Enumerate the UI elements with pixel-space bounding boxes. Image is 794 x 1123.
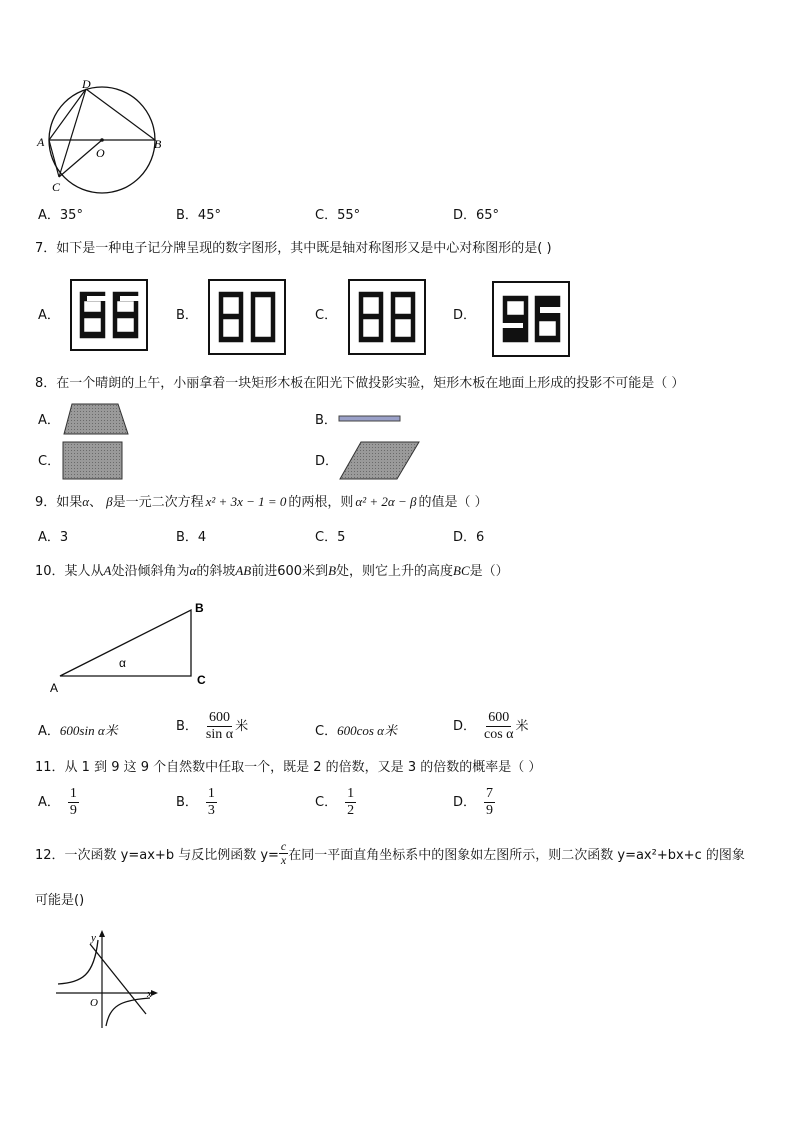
q10-option-d[interactable]: D． $\frac{600}{\text{cos α}}$ 米 xyxy=(453,710,529,742)
digits-88 xyxy=(350,281,424,353)
q11-option-c[interactable]: C． $\frac{1}{2}$ xyxy=(315,786,355,818)
q7-option-c-label[interactable]: C． xyxy=(315,308,338,323)
q10-option-a[interactable]: A．600sin α米 xyxy=(38,723,118,739)
q11-option-a[interactable]: A． $\frac{1}{9}$ xyxy=(38,786,77,818)
q9-stem: 9．如果α、 β是一元二次方程 x² + 3x − 1 = 0 的两根，则 α² + 2α − β 的值是（ ） xyxy=(35,494,488,510)
q9-option-a[interactable]: A．3 xyxy=(38,530,69,545)
label-B: B xyxy=(195,601,204,615)
q12-stem: 12．一次函数 y=ax+b 与反比例函数 y= $\frac{c}{x}$ 在同一平面直角坐标系中的图象如左图所示，则二次函数 y=ax²+bx+c 的图象 xyxy=(35,839,745,867)
digits-66 xyxy=(72,281,146,349)
q7-option-a-card[interactable] xyxy=(70,279,148,351)
q8-option-d-label[interactable]: D． xyxy=(315,454,339,469)
axis-label-x: x xyxy=(147,988,152,1000)
q11-option-b[interactable]: B． $\frac{1}{3}$ xyxy=(176,786,215,818)
q9-option-d[interactable]: D．6 xyxy=(453,530,485,545)
q9-option-c[interactable]: C．5 xyxy=(315,530,346,545)
q6-option-c[interactable]: C．55° xyxy=(315,208,361,223)
label-O: O xyxy=(96,146,105,160)
q7-option-d-label[interactable]: D． xyxy=(453,308,477,323)
digits-96 xyxy=(494,283,568,355)
q11-option-d[interactable]: D． $\frac{7}{9}$ xyxy=(453,786,494,818)
label-C: C xyxy=(197,673,206,687)
label-C: C xyxy=(52,180,61,194)
q8-option-a-trapezoid[interactable] xyxy=(62,402,130,436)
circle-figure xyxy=(36,76,166,196)
axis-label-O: O xyxy=(90,997,98,1009)
q7-option-a-label[interactable]: A． xyxy=(38,308,60,323)
q7-option-c-card[interactable] xyxy=(348,279,426,355)
axis-label-y: y xyxy=(91,932,96,944)
q8-option-c-rectangle[interactable] xyxy=(62,441,124,481)
q8-option-d-parallelogram[interactable] xyxy=(339,441,421,481)
label-A: A xyxy=(37,135,45,149)
q12-stem-line2: 可能是() xyxy=(35,893,85,908)
q11-stem: 11．从 1 到 9 这 9 个自然数中任取一个，既是 2 的倍数，又是 3 的倍数的概率是（ ） xyxy=(35,760,542,775)
label-B: B xyxy=(154,137,162,151)
q7-stem: 7．如下是一种电子记分牌呈现的数字图形，其中既是轴对称图形又是中心对称图形的是( ) xyxy=(35,241,552,256)
digits-80 xyxy=(210,281,284,353)
q7-option-d-card[interactable] xyxy=(492,281,570,357)
q8-option-b-bar[interactable] xyxy=(338,414,402,424)
q10-option-c[interactable]: C．600cos α米 xyxy=(315,723,397,739)
q9-option-b[interactable]: B．4 xyxy=(176,530,207,545)
q7-option-b-label[interactable]: B． xyxy=(176,308,198,323)
q8-option-b-label[interactable]: B． xyxy=(315,413,337,428)
q8-option-a-label[interactable]: A． xyxy=(38,413,60,428)
label-A: A xyxy=(50,681,59,695)
label-D: D xyxy=(82,77,91,91)
label-angle: α xyxy=(119,656,126,670)
function-graph-figure xyxy=(54,928,164,1032)
slope-triangle-figure xyxy=(46,596,216,696)
q6-option-b[interactable]: B．45° xyxy=(176,208,221,223)
q6-option-d[interactable]: D．65° xyxy=(453,208,500,223)
q7-option-b-card[interactable] xyxy=(208,279,286,355)
q8-stem: 8．在一个晴朗的上午，小丽拿着一块矩形木板在阳光下做投影实验，矩形木板在地面上形成的投影不可能是（ ） xyxy=(35,376,685,391)
q8-option-c-label[interactable]: C． xyxy=(38,454,61,469)
q10-option-b[interactable]: B． $\frac{600}{\text{sin α}}$ 米 xyxy=(176,710,249,742)
q6-option-a[interactable]: A．35° xyxy=(38,208,83,223)
q10-stem: 10．某人从A处沿倾斜角为α的斜坡AB前进600米到B处，则它上升的高度BC是（） xyxy=(35,563,509,579)
